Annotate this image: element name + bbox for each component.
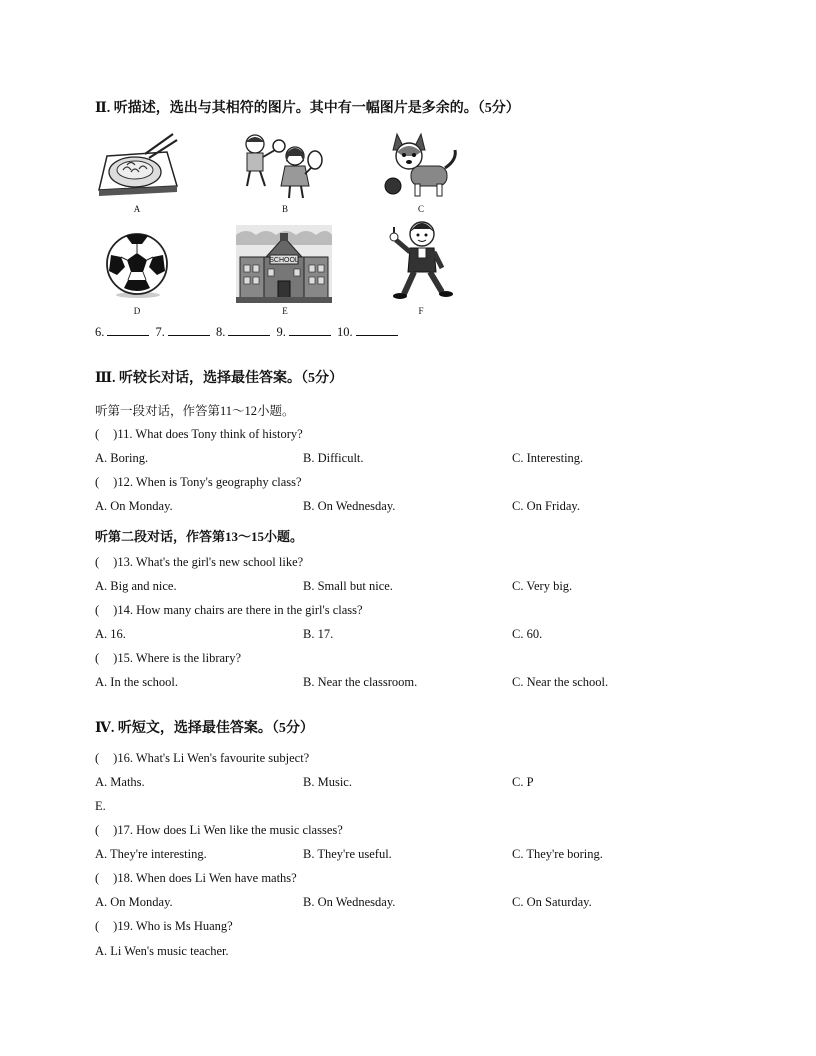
question-16: ( )16. What's Li Wen's favourite subject? — [95, 751, 310, 765]
picture-d — [104, 231, 170, 304]
option-12-a: A. On Monday. — [95, 499, 173, 513]
option-17-b: B. They're useful. — [303, 847, 392, 861]
school-sign-text: SCHOOL — [269, 257, 299, 264]
option-19-a: A. Li Wen's music teacher. — [95, 944, 229, 958]
option-17-c: C. They're boring. — [512, 847, 603, 861]
question-14: ( )14. How many chairs are there in the girl's class? — [95, 603, 363, 617]
option-11-a: A. Boring. — [95, 451, 149, 465]
picture-b — [235, 130, 325, 207]
question-11: ( )11. What does Tony think of history? — [95, 427, 303, 441]
answer-number: 6. — [95, 325, 105, 339]
picture-d-label: D — [133, 306, 141, 316]
dog-icon — [383, 130, 463, 202]
question-13: ( )13. What's the girl's new school like? — [95, 555, 304, 569]
picture-c-label: C — [417, 204, 424, 214]
question-15: ( )15. Where is the library? — [95, 651, 242, 665]
option-15-c: C. Near the school. — [512, 675, 609, 689]
boy-thumbs-up-icon — [384, 218, 460, 304]
answer-number: 8. — [216, 325, 226, 339]
option-18-a: A. On Monday. — [95, 895, 173, 909]
option-11-c: C. Interesting. — [512, 451, 584, 465]
section-3-part1-intro: 听第一段对话，作答第11～12小题。 — [95, 404, 295, 418]
section-3-title: Ⅲ. 听较长对话，选择最佳答案。（5分） — [95, 371, 344, 386]
question-19: ( )19. Who is Ms Huang? — [95, 919, 233, 933]
option-15-a: A. In the school. — [95, 675, 178, 689]
option-16-b: B. Music. — [303, 775, 352, 789]
picture-e — [236, 225, 332, 308]
option-14-b: B. 17. — [303, 627, 334, 641]
answer-number: 7. — [155, 325, 165, 339]
football-icon — [104, 231, 170, 299]
option-12-c: C. On Friday. — [512, 499, 580, 513]
section-4-title: Ⅳ. 听短文，选择最佳答案。（5分） — [95, 721, 314, 736]
answer-number: 10. — [337, 325, 353, 339]
option-16-c: C. P — [512, 775, 534, 789]
question-17: ( )17. How does Li Wen like the music classes? — [95, 823, 343, 837]
picture-e-label: E — [282, 306, 288, 316]
option-13-a: A. Big and nice. — [95, 579, 177, 593]
answer-number: 9. — [276, 325, 286, 339]
answer-blank-7[interactable] — [168, 325, 210, 336]
picture-f — [384, 218, 460, 309]
option-16-a: A. Maths. — [95, 775, 145, 789]
dumplings-icon — [97, 130, 179, 202]
children-playing-icon — [235, 130, 325, 202]
picture-b-label: B — [281, 204, 288, 214]
picture-a — [97, 130, 179, 207]
option-18-c: C. On Saturday. — [512, 895, 592, 909]
option-14-c: C. 60. — [512, 627, 543, 641]
section-3-part2-intro: 听第二段对话，作答第13～15小题。 — [95, 529, 304, 544]
option-13-c: C. Very big. — [512, 579, 573, 593]
picture-a-label: A — [133, 204, 141, 214]
picture-f-label: F — [418, 306, 424, 316]
option-11-b: B. Difficult. — [303, 451, 364, 465]
picture-c — [383, 130, 463, 207]
answer-blank-8[interactable] — [228, 325, 270, 336]
answer-blank-10[interactable] — [356, 325, 398, 336]
answer-blanks-row — [95, 325, 401, 340]
school-building-icon — [236, 225, 332, 303]
option-14-a: A. 16. — [95, 627, 126, 641]
question-18: ( )18. When does Li Wen have maths? — [95, 871, 297, 885]
section-2-title: Ⅱ. 听描述，选出与其相符的图片。其中有一幅图片是多余的。（5分） — [95, 101, 520, 116]
option-17-a: A. They're interesting. — [95, 847, 207, 861]
option-13-b: B. Small but nice. — [303, 579, 393, 593]
question-12: ( )12. When is Tony's geography class? — [95, 475, 302, 489]
option-16-c-wrap: E. — [95, 799, 106, 813]
option-12-b: B. On Wednesday. — [303, 499, 396, 513]
option-18-b: B. On Wednesday. — [303, 895, 396, 909]
answer-blank-6[interactable] — [107, 325, 149, 336]
answer-blank-9[interactable] — [289, 325, 331, 336]
option-15-b: B. Near the classroom. — [303, 675, 418, 689]
